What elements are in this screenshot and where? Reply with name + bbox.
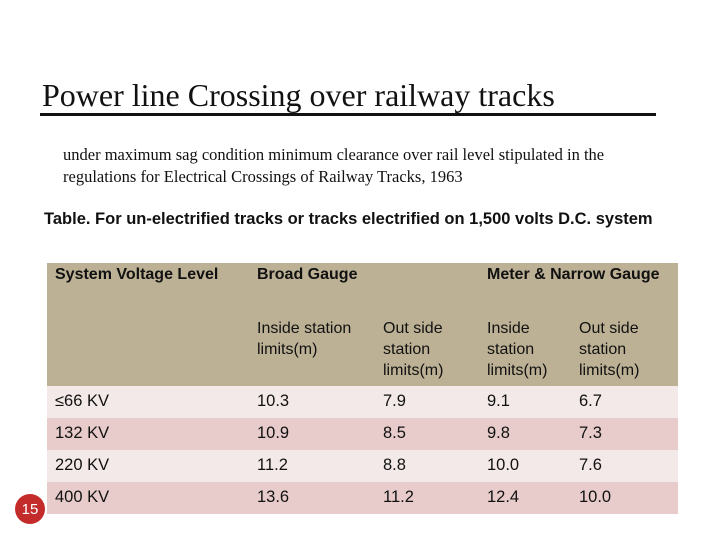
cell-voltage: 400 KV: [47, 482, 249, 514]
table-row: [47, 482, 678, 514]
cell-broad-inside: 10.9: [249, 418, 375, 450]
header-meter-narrow-gauge: Meter & Narrow Gauge: [479, 263, 678, 315]
cell-meter-inside: 9.8: [479, 418, 571, 450]
subheader-empty: [47, 315, 249, 386]
cell-meter-outside: 10.0: [571, 482, 678, 514]
cell-meter-inside: 9.1: [479, 386, 571, 418]
cell-voltage: 220 KV: [47, 450, 249, 482]
cell-broad-outside: 11.2: [375, 482, 479, 514]
table-row: [47, 386, 678, 418]
subheader-meter-outside: Out side station limits(m): [571, 315, 678, 386]
header-voltage: System Voltage Level: [47, 263, 249, 315]
cell-meter-inside: 10.0: [479, 450, 571, 482]
clearance-table: [47, 263, 678, 514]
subheader-broad-outside: Out side station limits(m): [375, 315, 479, 386]
title-underline: [40, 113, 656, 116]
cell-voltage: 132 KV: [47, 418, 249, 450]
cell-broad-outside: 8.8: [375, 450, 479, 482]
subheader-meter-inside: Inside station limits(m): [479, 315, 571, 386]
cell-broad-inside: 10.3: [249, 386, 375, 418]
cell-meter-outside: 7.6: [571, 450, 678, 482]
cell-broad-inside: 11.2: [249, 450, 375, 482]
cell-meter-outside: 7.3: [571, 418, 678, 450]
table-subheader-row: [47, 315, 678, 386]
cell-broad-outside: 7.9: [375, 386, 479, 418]
slide-subtitle: under maximum sag condition minimum clearance over rail level stipulated in the regulations for Electrical Crossings of Railway Tracks, 1963: [63, 145, 605, 186]
page-number-badge: 15: [15, 494, 45, 524]
slide-title: Power line Crossing over railway tracks: [42, 77, 555, 113]
cell-meter-outside: 6.7: [571, 386, 678, 418]
table-row: [47, 450, 678, 482]
cell-broad-outside: 8.5: [375, 418, 479, 450]
subheader-broad-inside: Inside station limits(m): [249, 315, 375, 386]
cell-broad-inside: 13.6: [249, 482, 375, 514]
header-broad-gauge: Broad Gauge: [249, 263, 479, 315]
table-caption: Table. For un-electrified tracks or tracks electrified on 1,500 volts D.C. system: [44, 210, 653, 228]
table-header-row: [47, 263, 678, 315]
table-row: [47, 418, 678, 450]
cell-meter-inside: 12.4: [479, 482, 571, 514]
cell-voltage: ≤66 KV: [47, 386, 249, 418]
